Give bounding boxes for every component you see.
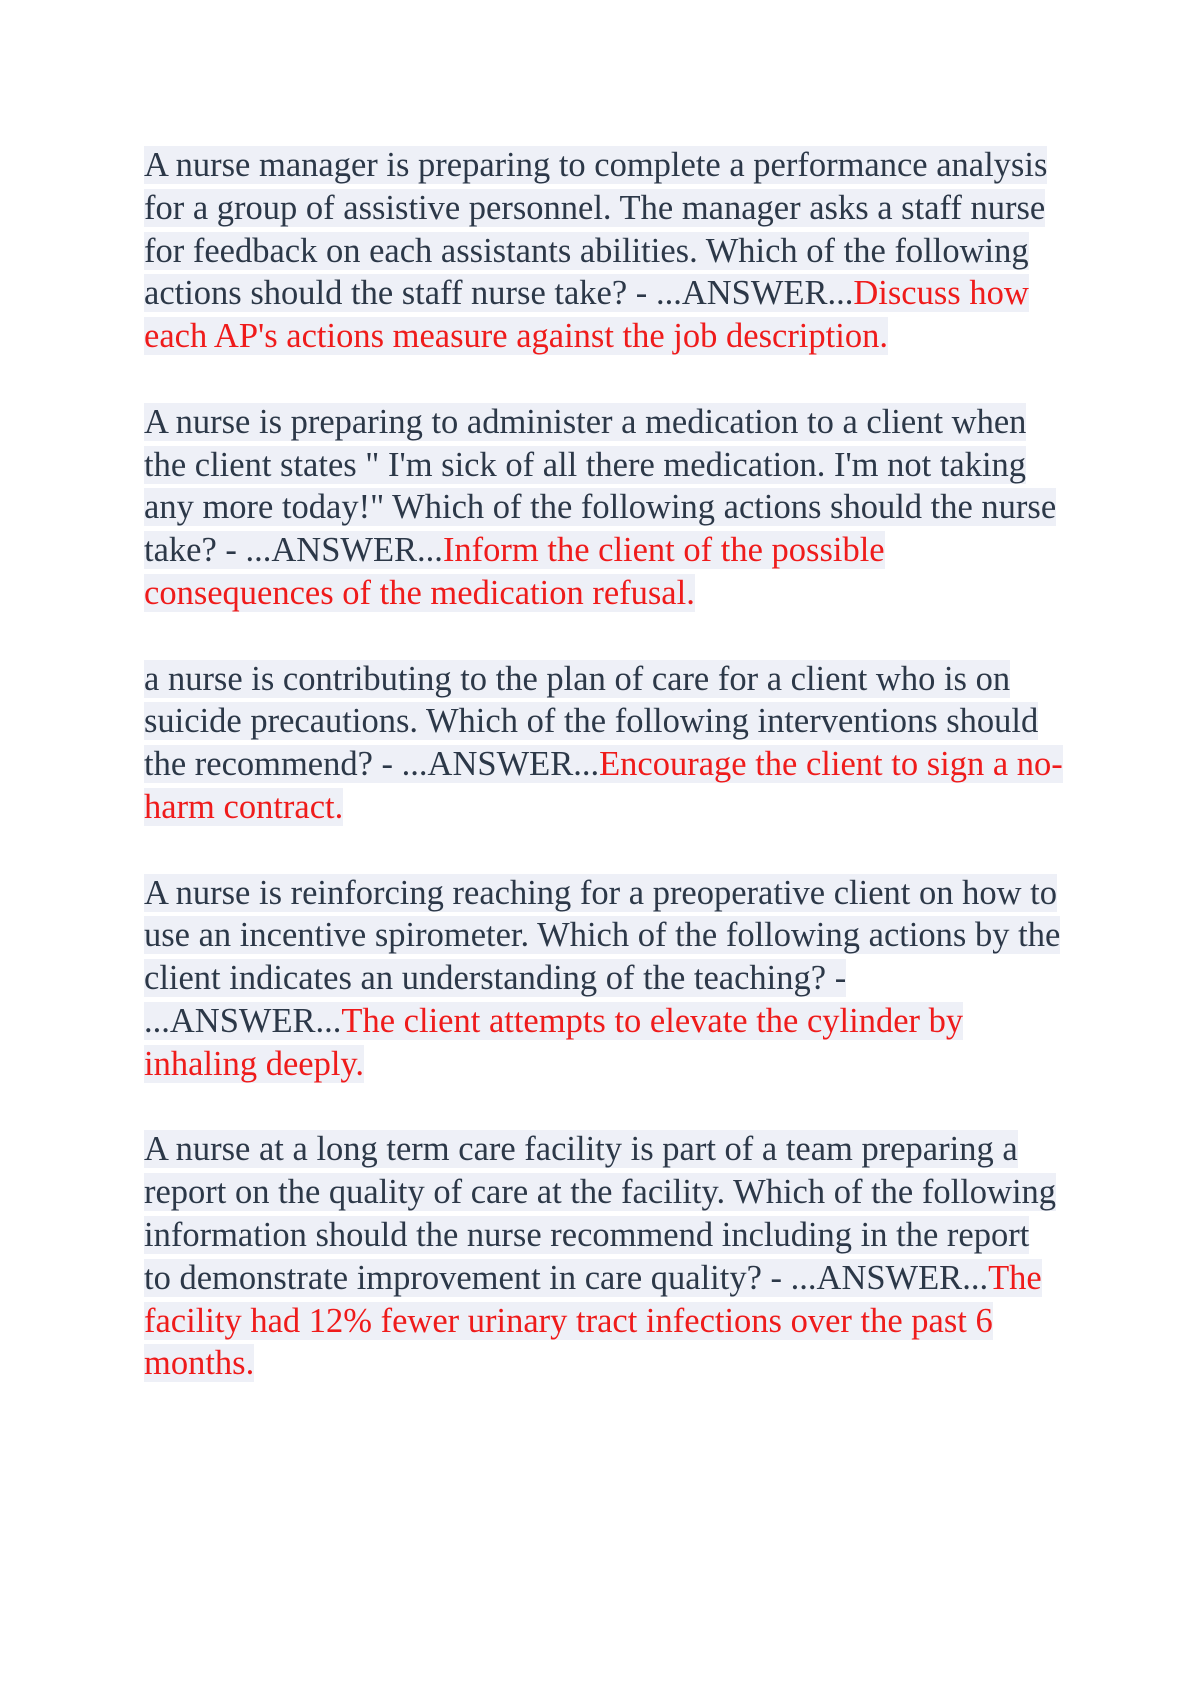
answer-text: Discuss how each AP's actions measure against the job description. — [144, 274, 1029, 356]
question-text: a nurse is contributing to the plan of care for a client who is on suicide precautions. Which of the following interventions should the recommend? - — [144, 659, 1039, 784]
qa-item — [144, 401, 1064, 615]
qa-item — [144, 658, 1064, 829]
question-text: A nurse is reinforcing reaching for a preoperative client on how to use an incentive spirometer. Which of the following actions by the client indicates an understanding of the teaching? - — [144, 873, 1061, 998]
question-text: A nurse manager is preparing to complete a performance analysis for a group of assistive personnel. The manager asks a staff nurse for feedback on each assistants abilities. Which of the following actions should the staff nurse take? - — [144, 146, 1048, 313]
qa-text — [144, 874, 1060, 1083]
answer-marker: ...ANSWER... — [144, 1001, 342, 1040]
qa-text — [144, 1130, 1056, 1382]
qa-item — [144, 1128, 1064, 1385]
qa-text — [144, 660, 1063, 826]
qa-list — [144, 144, 1064, 1428]
answer-marker: ...ANSWER... — [790, 1258, 989, 1297]
answer-text: The facility had 12% fewer urinary tract infections over the past 6 months. — [144, 1258, 1042, 1383]
answer-marker: ...ANSWER... — [245, 531, 443, 570]
answer-text: Inform the client of the possible consequences of the medication refusal. — [144, 531, 885, 612]
qa-text — [144, 403, 1056, 612]
qa-text — [144, 146, 1047, 355]
qa-item — [144, 872, 1064, 1086]
answer-marker: ...ANSWER... — [401, 745, 600, 784]
answer-text: Encourage the client to sign a no-harm contract. — [144, 745, 1063, 826]
question-text: A nurse at a long term care facility is part of a team preparing a report on the quality of care at the facility. Which of the following information should the nurse recommend including in the report to demonstrate improvement in care quality? - — [144, 1130, 1057, 1297]
qa-item — [144, 144, 1064, 358]
answer-text: The client attempts to elevate the cylinder by inhaling deeply. — [144, 1001, 964, 1083]
answer-marker: ...ANSWER... — [655, 274, 854, 313]
question-text: A nurse is preparing to administer a medication to a client when the client states " I'm sick of all there medication. I'm not taking any more today!" Which of the following actions should the nurse take? - — [144, 402, 1057, 570]
